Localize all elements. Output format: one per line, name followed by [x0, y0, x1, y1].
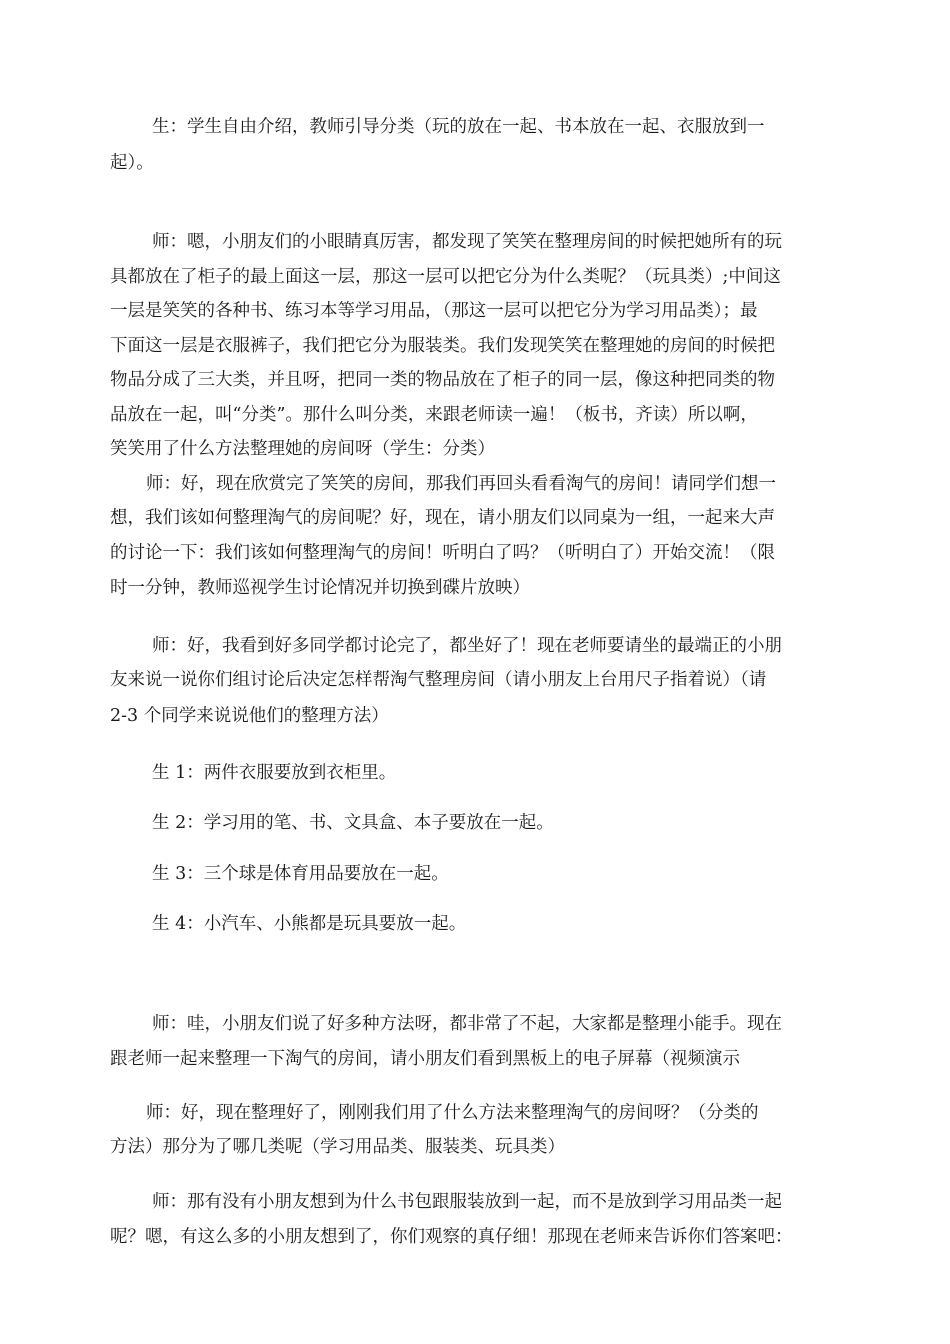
- paragraph-line: 师：哇，小朋友们说了好多种方法呀，都非常了不起，大家都是整理小能手。现在: [152, 1014, 782, 1034]
- paragraph-line: 友来说一说你们组讨论后决定怎样帮淘气整理房间（请小朋友上台用尺子指着说）（请: [110, 670, 767, 690]
- paragraph-line: 师：好，我看到好多同学都讨论完了，都坐好了！现在老师要请坐的最端正的小朋: [152, 636, 782, 656]
- paragraph-line: 具都放在了柜子的最上面这一层，那这一层可以把它分为什么类呢？（玩具类）;中间这: [110, 267, 781, 287]
- paragraph-line: 师：好，现在欣赏完了笑笑的房间，那我们再回头看看淘气的房间！请同学们想一: [146, 474, 776, 494]
- student-answer: 生 4：小汽车、小熊都是玩具要放一起。: [152, 914, 467, 934]
- paragraph-line: 起）。: [110, 153, 154, 173]
- student-answer: 生 1：两件衣服要放到衣柜里。: [152, 763, 397, 783]
- paragraph-line: 方法）那分为了哪几类呢（学习用品类、服装类、玩具类）: [110, 1137, 565, 1157]
- paragraph-line: 师：那有没有小朋友想到为什么书包跟服装放到一起，而不是放到学习用品类一起: [152, 1192, 782, 1212]
- paragraph-line: 2-3 个同学来说说他们的整理方法）: [110, 706, 389, 726]
- paragraph-line: 想，我们该如何整理淘气的房间呢？好，现在，请小朋友们以同桌为一组，一起来大声: [110, 508, 775, 528]
- paragraph-line: 品放在一起，叫“分类”。那什么叫分类，来跟老师读一遍！（板书，齐读）所以啊，: [110, 405, 758, 425]
- paragraph-line: 师：嗯，小朋友们的小眼睛真厉害，都发现了笑笑在整理房间的时候把她所有的玩: [152, 232, 782, 252]
- paragraph-line: 跟老师一起来整理一下淘气的房间，请小朋友们看到黑板上的电子屏幕（视频演示: [110, 1049, 740, 1069]
- paragraph-line: 生：学生自由介绍，教师引导分类（玩的放在一起、书本放在一起、衣服放到一: [152, 117, 765, 137]
- student-answer: 生 2：学习用的笔、书、文具盒、本子要放在一起。: [152, 813, 554, 833]
- paragraph-line: 的讨论一下：我们该如何整理淘气的房间！听明白了吗？（听明白了）开始交流！（限: [110, 543, 775, 563]
- paragraph-line: 笑笑用了什么方法整理她的房间呀（学生：分类）: [110, 439, 495, 459]
- paragraph-line: 师：好，现在整理好了，刚刚我们用了什么方法来整理淘气的房间呀？（分类的: [146, 1103, 759, 1123]
- paragraph-line: 下面这一层是衣服裤子，我们把它分为服装类。我们发现笑笑在整理她的房间的时候把: [110, 336, 775, 356]
- paragraph-line: 呢？嗯，有这么多的小朋友想到了，你们观察的真仔细！那现在老师来告诉你们答案吧：: [110, 1227, 793, 1247]
- paragraph-line: 时一分钟，教师巡视学生讨论情况并切换到碟片放映）: [110, 578, 530, 598]
- paragraph-line: 一层是笑笑的各种书、练习本等学习用品，（那这一层可以把它分为学习用品类）；最: [110, 301, 758, 321]
- paragraph-line: 物品分成了三大类，并且呀，把同一类的物品放在了柜子的同一层，像这种把同类的物: [110, 370, 775, 390]
- student-answer: 生 3：三个球是体育用品要放在一起。: [152, 864, 449, 884]
